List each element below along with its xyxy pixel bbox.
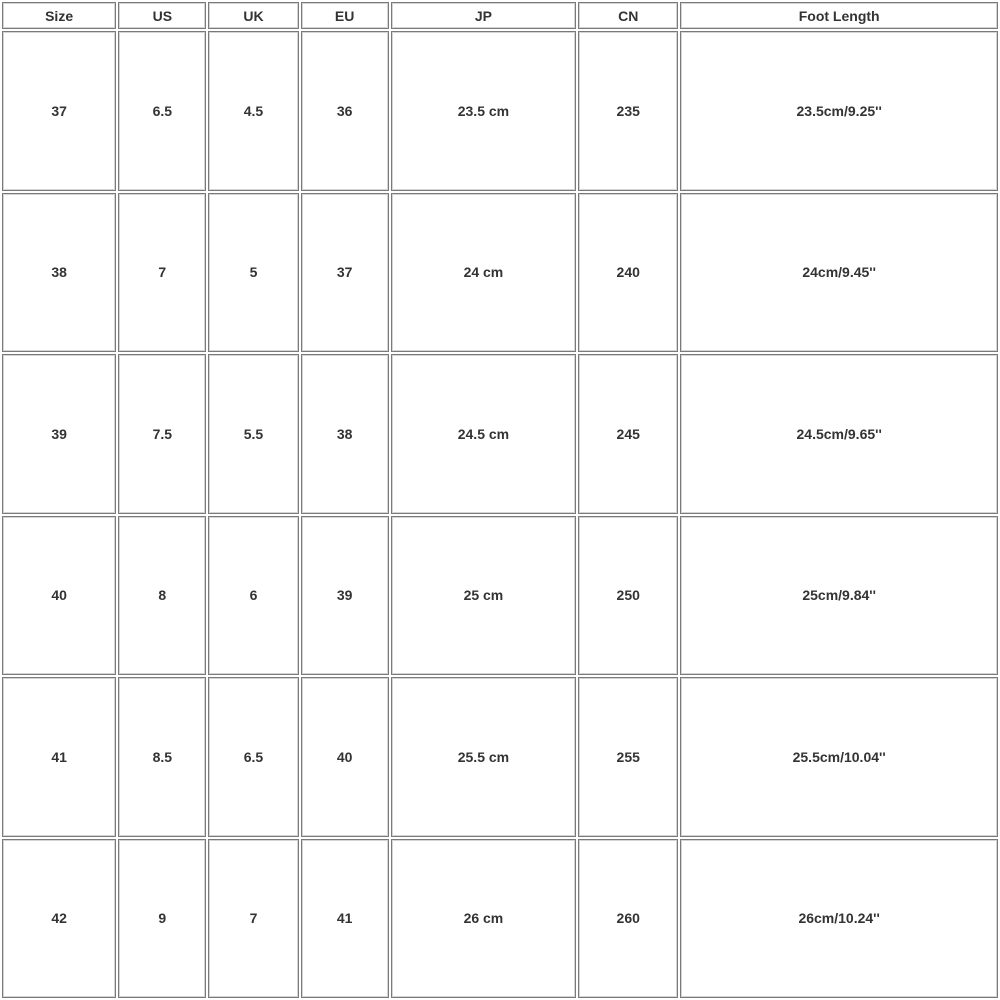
cell-foot-length: 25.5cm/10.04'' (680, 677, 998, 836)
cell-cn: 250 (578, 516, 678, 675)
cell-uk: 4.5 (208, 31, 298, 190)
cell-us: 8 (118, 516, 206, 675)
cell-us: 6.5 (118, 31, 206, 190)
cell-cn: 255 (578, 677, 678, 836)
table-row (2, 677, 998, 836)
table-row (2, 354, 998, 513)
cell-cn: 245 (578, 354, 678, 513)
cell-jp: 23.5 cm (391, 31, 576, 190)
table-header-row (2, 2, 998, 29)
header-jp: JP (391, 2, 576, 29)
header-cn: CN (578, 2, 678, 29)
cell-uk: 6.5 (208, 677, 298, 836)
cell-jp: 25 cm (391, 516, 576, 675)
cell-uk: 7 (208, 839, 298, 999)
cell-uk: 5 (208, 193, 298, 352)
header-foot-length: Foot Length (680, 2, 998, 29)
cell-us: 7 (118, 193, 206, 352)
cell-us: 9 (118, 839, 206, 999)
cell-foot-length: 24.5cm/9.65'' (680, 354, 998, 513)
cell-eu: 37 (301, 193, 389, 352)
cell-jp: 26 cm (391, 839, 576, 999)
table-row (2, 839, 998, 999)
cell-cn: 240 (578, 193, 678, 352)
cell-size: 40 (2, 516, 116, 675)
cell-eu: 39 (301, 516, 389, 675)
cell-size: 41 (2, 677, 116, 836)
cell-us: 8.5 (118, 677, 206, 836)
cell-us: 7.5 (118, 354, 206, 513)
header-size: Size (2, 2, 116, 29)
cell-foot-length: 23.5cm/9.25'' (680, 31, 998, 190)
cell-jp: 25.5 cm (391, 677, 576, 836)
cell-cn: 235 (578, 31, 678, 190)
cell-size: 42 (2, 839, 116, 999)
cell-size: 37 (2, 31, 116, 190)
table-row (2, 193, 998, 352)
header-eu: EU (301, 2, 389, 29)
cell-eu: 38 (301, 354, 389, 513)
cell-uk: 6 (208, 516, 298, 675)
cell-foot-length: 26cm/10.24'' (680, 839, 998, 999)
cell-eu: 41 (301, 839, 389, 999)
cell-jp: 24 cm (391, 193, 576, 352)
header-us: US (118, 2, 206, 29)
cell-eu: 40 (301, 677, 389, 836)
cell-size: 38 (2, 193, 116, 352)
cell-foot-length: 25cm/9.84'' (680, 516, 998, 675)
header-uk: UK (208, 2, 298, 29)
table-row (2, 31, 998, 190)
cell-cn: 260 (578, 839, 678, 999)
cell-uk: 5.5 (208, 354, 298, 513)
table-row (2, 516, 998, 675)
cell-eu: 36 (301, 31, 389, 190)
cell-foot-length: 24cm/9.45'' (680, 193, 998, 352)
cell-size: 39 (2, 354, 116, 513)
cell-jp: 24.5 cm (391, 354, 576, 513)
